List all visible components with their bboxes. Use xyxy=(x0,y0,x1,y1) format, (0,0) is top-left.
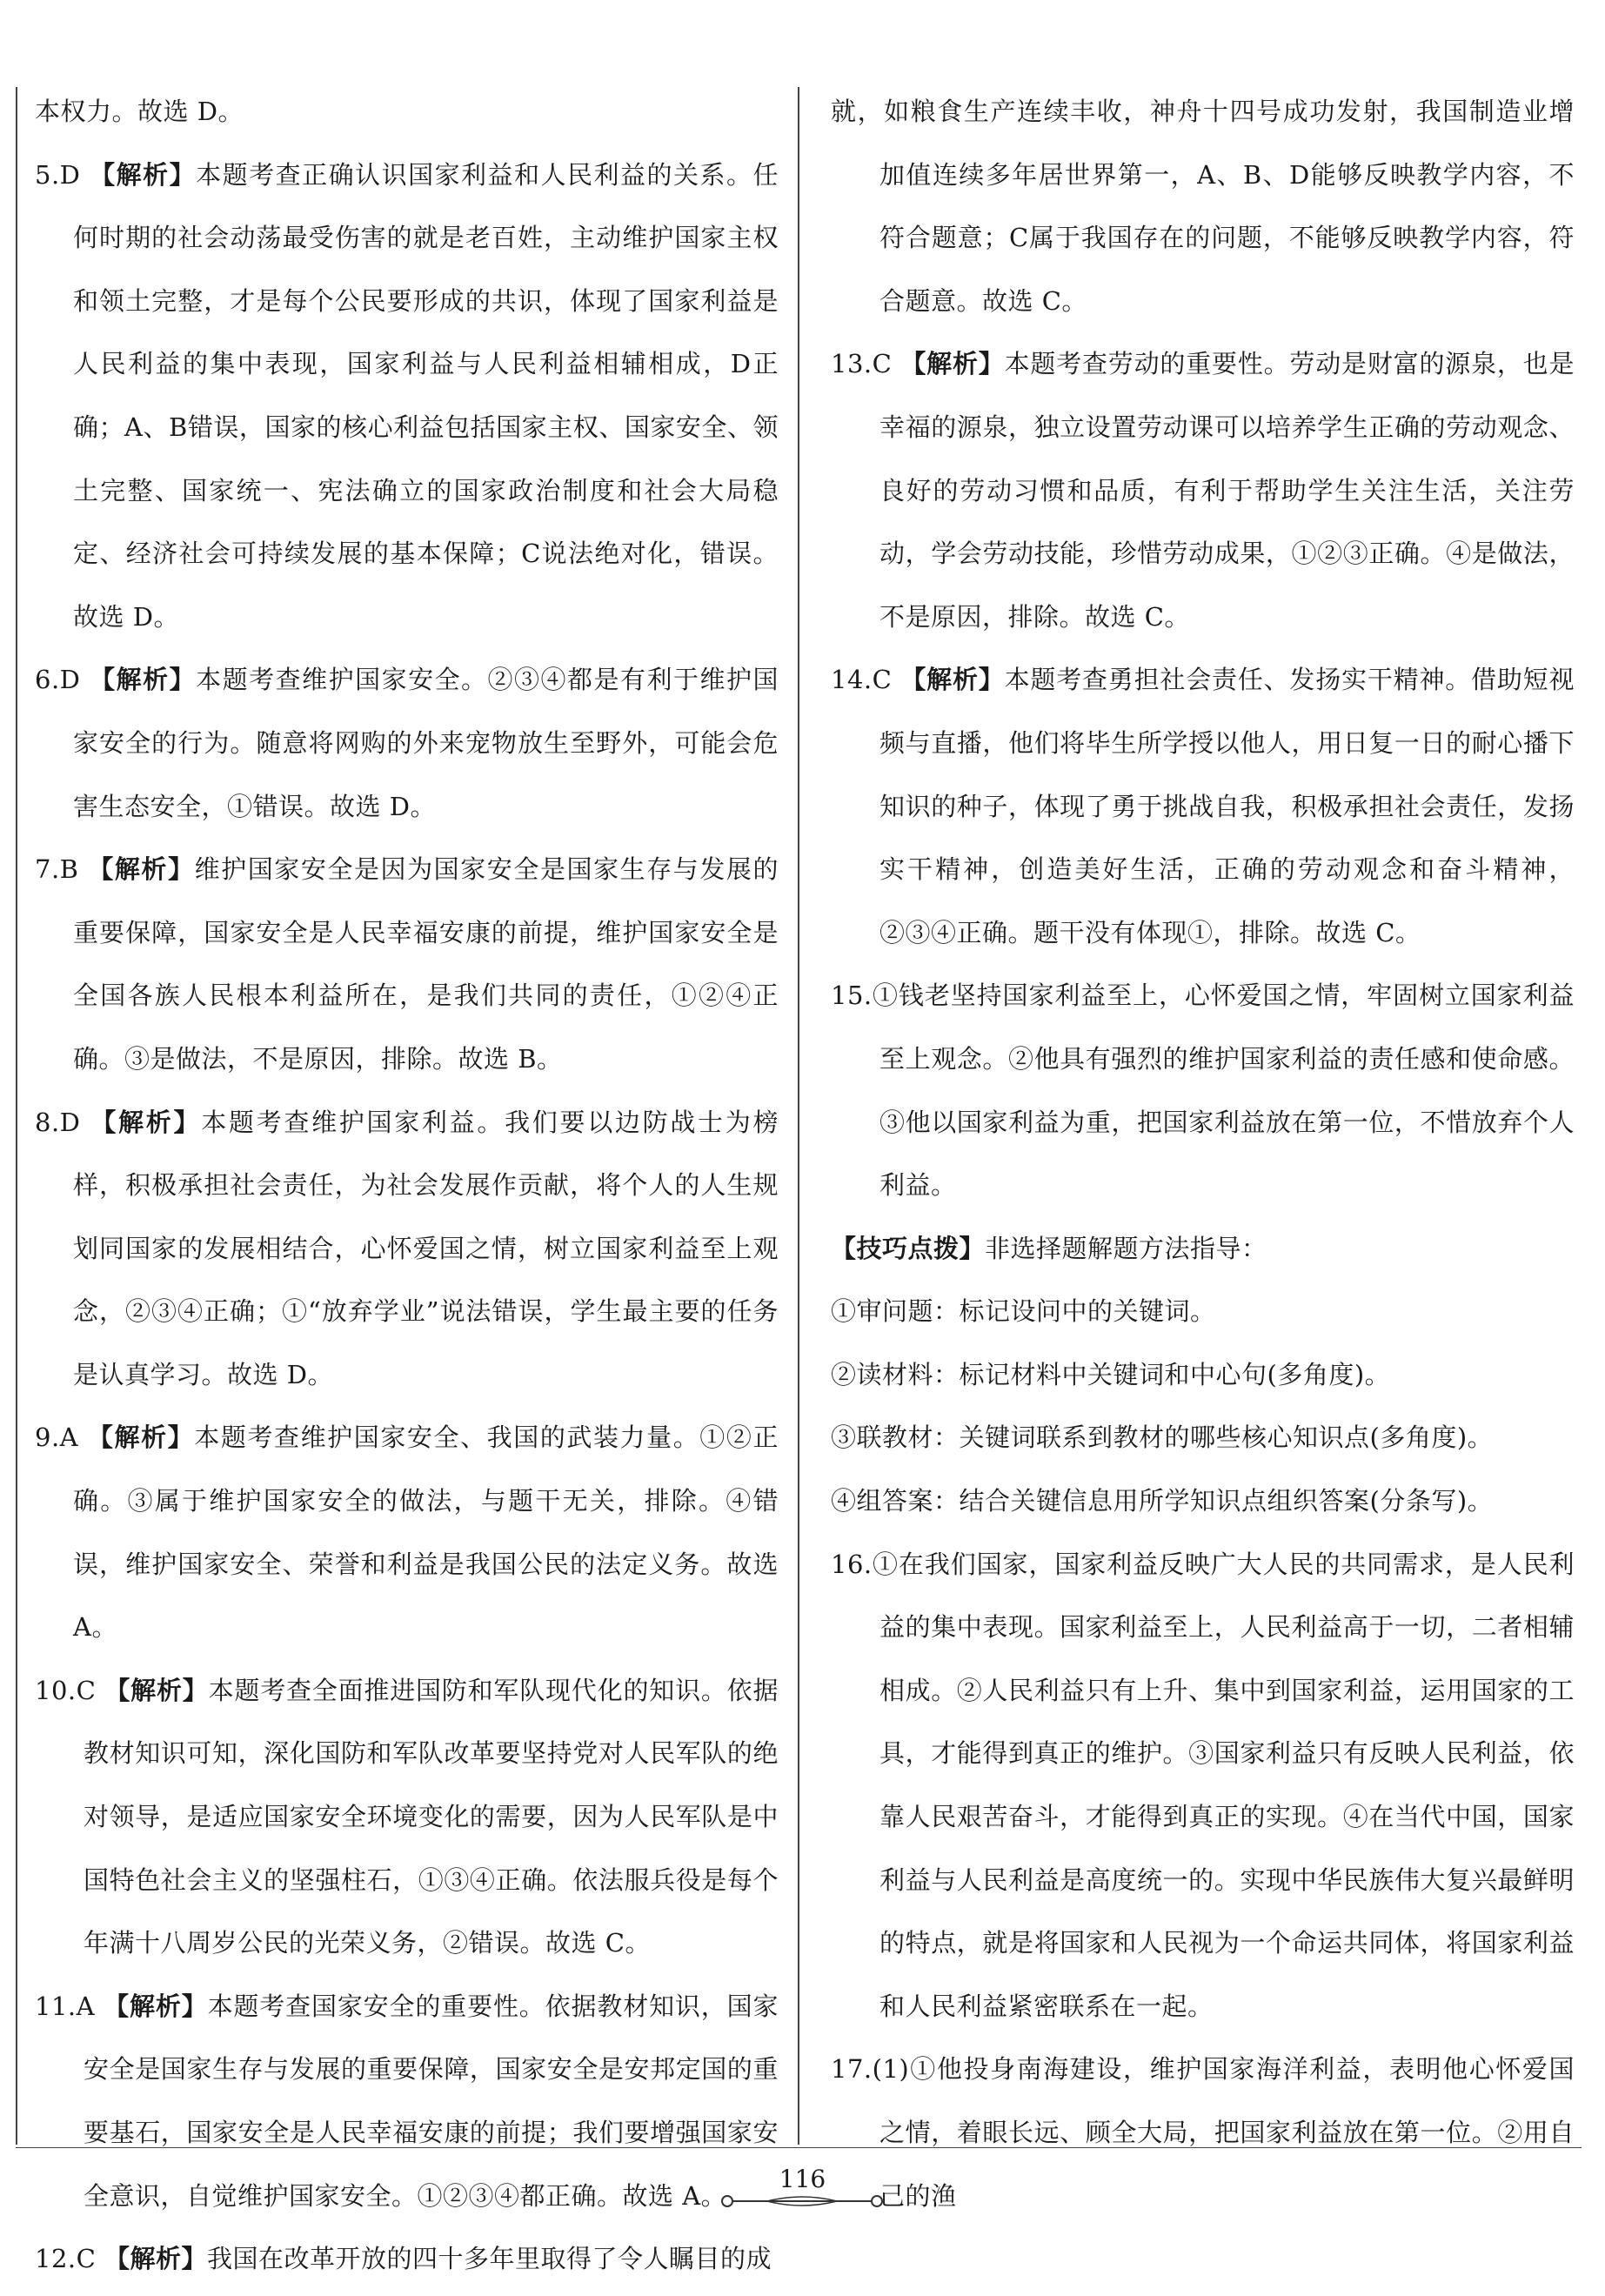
answer-item xyxy=(35,144,779,649)
question-number: 16. xyxy=(831,1549,873,1579)
answer-item xyxy=(35,648,779,838)
analysis-tag: 【解析】 xyxy=(87,1422,195,1453)
answer-item xyxy=(35,1659,779,1975)
answer-item xyxy=(831,1533,1575,2038)
answer-text: ①审问题：标记设问中的关键词。 xyxy=(831,1296,1216,1327)
question-number: 10.C xyxy=(35,1675,105,1705)
analysis-tag: 【解析】 xyxy=(104,2244,208,2274)
column-divider xyxy=(798,87,799,2145)
answer-text: ④组答案：结合关键信息用所学知识点组织答案(分条写)。 xyxy=(831,1486,1494,1516)
question-number: 11.A xyxy=(35,1991,104,2021)
answer-item xyxy=(35,1406,779,1658)
answer-item xyxy=(831,1469,1575,1533)
answer-text: 本题考查勇担社会责任、发扬实干精神。借助短视频与直播，他们将毕生所学授以他人，用日复一日的耐心播下知识的种子，体现了勇于挑战自我，积极承担社会责任，发扬实干精神，创造美好生活，正确的劳动观念和奋斗精神，②③④正确。题干没有体现①，排除。故选 C。 xyxy=(879,665,1575,947)
analysis-tag: 【解析】 xyxy=(104,1675,209,1705)
answer-text: 我国在改革开放的四十多年里取得了令人瞩目的成 xyxy=(207,2244,772,2274)
answer-text: 本题考查劳动的重要性。劳动是财富的源泉，也是幸福的源泉，独立设置劳动课可以培养学生正确的劳动观念、良好的劳动习惯和品质，有利于帮助学生关注生活，关注劳动，学会劳动技能，珍惜劳动成果，①②③正确。④是做法，不是原因，排除。故选 C。 xyxy=(879,349,1575,632)
question-number: 8.D xyxy=(35,1107,91,1137)
answer-item xyxy=(831,648,1575,964)
left-margin-rule xyxy=(16,87,17,2145)
question-number: 9.A xyxy=(35,1422,88,1453)
answer-text: 就，如粮食生产连续丰收，神舟十四号成功发射，我国制造业增加值连续多年居世界第一，A、B、D能够反映教学内容，不符合题意；C属于我国存在的问题，不能够反映教学内容，符合题意。故选 C。 xyxy=(831,97,1575,316)
question-number: 7.B xyxy=(35,854,89,885)
question-number: 17. xyxy=(831,2054,873,2085)
footer-rule xyxy=(16,2147,1582,2148)
answer-text: ②读材料：标记材料中关键词和中心句(多角度)。 xyxy=(831,1359,1391,1389)
analysis-tag: 【解析】 xyxy=(900,349,1005,379)
answer-item xyxy=(831,1343,1575,1407)
page-ornament xyxy=(715,2192,889,2210)
answer-item xyxy=(35,1091,779,1407)
answer-item xyxy=(831,1406,1575,1469)
answer-item xyxy=(831,2038,1575,2227)
answer-item xyxy=(831,80,1575,332)
answer-text: 本题考查维护国家利益。我们要以边防战士为榜样，积极承担社会责任，为社会发展作贡献，将个人的人生规划同国家的发展相结合，心怀爱国之情，树立国家利益至上观念，②③④正确；①“放弃学业”说法错误，学生最主要的任务是认真学习。故选 D。 xyxy=(73,1107,779,1389)
answer-item xyxy=(35,2227,779,2291)
answer-item xyxy=(831,1217,1575,1281)
left-column xyxy=(35,80,779,2291)
analysis-tag: 【解析】 xyxy=(90,159,197,190)
analysis-tag: 【解析】 xyxy=(88,854,195,885)
answer-item xyxy=(35,80,779,144)
answer-text: 本题考查维护国家安全、我国的武装力量。①②正确。③属于维护国家安全的做法，与题干无关，排除。④错误，维护国家安全、荣誉和利益是我国公民的法定义务。故选 A。 xyxy=(73,1422,779,1643)
right-column xyxy=(831,80,1575,2227)
answer-text: 本权力。故选 D。 xyxy=(35,97,244,126)
analysis-tag: 【解析】 xyxy=(900,665,1005,695)
question-number: 5.D xyxy=(35,159,90,190)
analysis-tag: 【解析】 xyxy=(90,665,197,695)
analysis-tag: 【技巧点拨】 xyxy=(831,1233,986,1263)
answer-item xyxy=(35,838,779,1090)
answer-item xyxy=(831,332,1575,648)
question-number: 13.C xyxy=(831,349,901,379)
page-number: 116 xyxy=(779,2165,826,2193)
analysis-tag: 【解析】 xyxy=(90,1107,202,1137)
answer-text: 维护国家安全是因为国家安全是国家生存与发展的重要保障，国家安全是人民幸福安康的前提，维护国家安全是全国各族人民根本利益所在，是我们共同的责任，①②④正确。③是做法，不是原因，排除。故选 B。 xyxy=(73,854,779,1074)
answer-text: ③联教材：关键词联系到教材的哪些核心知识点(多角度)。 xyxy=(831,1422,1494,1453)
answer-item xyxy=(831,1280,1575,1343)
answer-text: (1)①他投身南海建设，维护国家海洋利益，表明他心怀爱国之情，着眼长远、顾全大局，把国家利益放在第一位。②用自己的渔 xyxy=(872,2054,1575,2211)
answer-text: ①钱老坚持国家利益至上，心怀爱国之情，牢固树立国家利益至上观念。②他具有强烈的维护国家利益的责任感和使命感。③他以国家利益为重，把国家利益放在第一位，不惜放弃个人利益。 xyxy=(872,981,1575,1201)
answer-text: 非选择题解题方法指导： xyxy=(985,1233,1267,1263)
answer-text: 本题考查国家安全的重要性。依据教材知识，国家安全是国家生存与发展的重要保障，国家安全是安邦定国的重要基石，国家安全是人民幸福安康的前提；我们要增强国家安全意识，自觉维护国家安全。①②③④都正确。故选 A。 xyxy=(84,1991,779,2211)
question-number: 6.D xyxy=(35,665,90,695)
analysis-tag: 【解析】 xyxy=(104,1991,208,2021)
question-number: 15. xyxy=(831,981,873,1011)
question-number: 14.C xyxy=(831,665,901,695)
question-number: 12.C xyxy=(35,2244,105,2274)
answer-text: 本题考查全面推进国防和军队现代化的知识。依据教材知识可知，深化国防和军队改革要坚持党对人民军队的绝对领导，是适应国家安全环境变化的需要，因为人民军队是中国特色社会主义的坚强柱石，①③④正确。依法服兵役是每个年满十八周岁公民的光荣义务，②错误。故选 C。 xyxy=(84,1675,779,1958)
answer-text: 本题考查正确认识国家利益和人民利益的关系。任何时期的社会动荡最受伤害的就是老百姓，主动维护国家主权和领土完整，才是每个公民要形成的共识，体现了国家利益是人民利益的集中表现，国家利益与人民利益相辅相成，D正确；A、B错误，国家的核心利益包括国家主权、国家安全、领土完整、国家统一、宪法确立的国家政治制度和社会大局稳定、经济社会可持续发展的基本保障；C说法绝对化，错误。故选 D。 xyxy=(73,159,779,632)
answer-text: ①在我们国家，国家利益反映广大人民的共同需求，是人民利益的集中表现。国家利益至上，人民利益高于一切，二者相辅相成。②人民利益只有上升、集中到国家利益，运用国家的工具，才能得到真正的维护。③国家利益只有反映人民利益，依靠人民艰苦奋斗，才能得到真正的实现。④在当代中国，国家利益与人民利益是高度统一的。实现中华民族伟大复兴最鲜明的特点，就是将国家和人民视为一个命运共同体，将国家利益和人民利益紧密联系在一起。 xyxy=(872,1549,1575,2021)
answer-text: 本题考查维护国家安全。②③④都是有利于维护国家安全的行为。随意将网购的外来宠物放生至野外，可能会危害生态安全，①错误。故选 D。 xyxy=(73,665,779,821)
answer-item xyxy=(831,964,1575,1216)
